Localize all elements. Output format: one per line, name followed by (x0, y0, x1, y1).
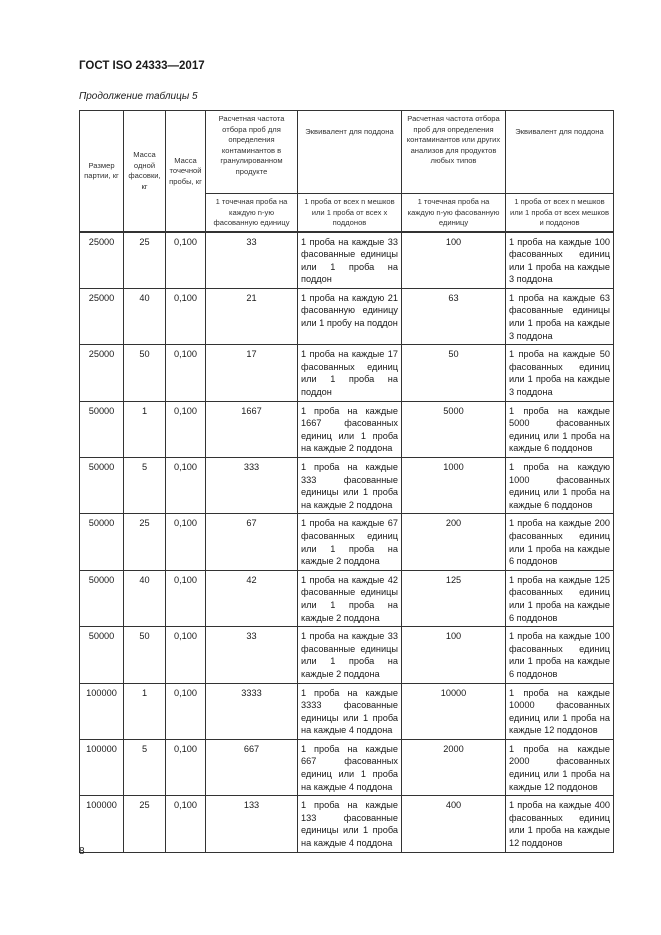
table-row (80, 288, 614, 344)
cell-freq-1: 33 (206, 627, 298, 683)
cell-size: 25000 (80, 288, 124, 344)
cell-unit-mass: 5 (124, 458, 166, 514)
cell-freq-1: 42 (206, 570, 298, 626)
cell-freq-1: 667 (206, 739, 298, 795)
cell-unit-mass: 50 (124, 627, 166, 683)
cell-equiv-2: 1 проба на каждые 200 фасованных единиц или 1 проба на каждые 6 поддонов (506, 514, 614, 570)
col-header-equiv-1: Эквивалент для поддона (298, 111, 402, 194)
cell-unit-mass: 40 (124, 288, 166, 344)
cell-equiv-1: 1 проба на каждые 1667 фасованных единиц или 1 проба на каждые 2 поддона (298, 401, 402, 457)
table-row (80, 570, 614, 626)
table-row (80, 796, 614, 852)
col-header-equiv-2: Эквивалент для поддона (506, 111, 614, 194)
cell-unit-mass: 5 (124, 739, 166, 795)
col-header-size: Размер партии, кг (80, 111, 124, 232)
cell-freq-2: 100 (402, 627, 506, 683)
cell-equiv-1: 1 проба на каждые 42 фасованные единицы или 1 проба на каждые 2 поддона (298, 570, 402, 626)
col-header-sample-mass: Масса точечной пробы, кг (166, 111, 206, 232)
cell-sample-mass: 0,100 (166, 683, 206, 739)
subheader-equiv-2: 1 проба от всех n мешков или 1 проба от всех мешков и поддонов (506, 194, 614, 232)
cell-size: 50000 (80, 570, 124, 626)
cell-freq-2: 50 (402, 345, 506, 401)
table-row (80, 739, 614, 795)
table-row (80, 514, 614, 570)
col-header-freq-other: Расчетная частота отбора проб для определения контаминантов или других анализов для продуктов любых типов (402, 111, 506, 194)
cell-freq-1: 21 (206, 288, 298, 344)
cell-equiv-2: 1 проба на каждые 50 фасованных единиц или 1 проба на каждые 3 поддона (506, 345, 614, 401)
cell-freq-1: 133 (206, 796, 298, 852)
cell-sample-mass: 0,100 (166, 345, 206, 401)
table-row (80, 345, 614, 401)
cell-size: 50000 (80, 401, 124, 457)
cell-equiv-2: 1 проба на каждые 2000 фасованных единиц или 1 проба на каждые 12 поддонов (506, 739, 614, 795)
cell-size: 25000 (80, 232, 124, 288)
cell-freq-2: 400 (402, 796, 506, 852)
cell-equiv-2: 1 проба на каждые 10000 фасованных единиц или 1 проба на каждые 12 поддонов (506, 683, 614, 739)
cell-equiv-1: 1 проба на каждые 333 фасованные единицы или 1 проба на каждые 2 поддона (298, 458, 402, 514)
cell-freq-1: 17 (206, 345, 298, 401)
cell-equiv-2: 1 проба на каждые 400 фасованных единиц или 1 проба на каждые 12 поддонов (506, 796, 614, 852)
cell-size: 50000 (80, 627, 124, 683)
cell-freq-1: 3333 (206, 683, 298, 739)
cell-size: 100000 (80, 683, 124, 739)
cell-unit-mass: 25 (124, 514, 166, 570)
cell-size: 50000 (80, 514, 124, 570)
cell-freq-1: 33 (206, 232, 298, 288)
table-row (80, 683, 614, 739)
cell-equiv-1: 1 проба на каждые 33 фасованные единицы или 1 проба на каждые 2 поддона (298, 627, 402, 683)
page-number: 8 (79, 846, 85, 857)
cell-equiv-1: 1 проба на каждые 667 фасованных единиц или 1 проба на каждые 4 поддона (298, 739, 402, 795)
sampling-table (79, 110, 614, 853)
cell-equiv-1: 1 проба на каждые 133 фасованные единицы или 1 проба на каждые 4 поддона (298, 796, 402, 852)
cell-freq-2: 100 (402, 232, 506, 288)
cell-unit-mass: 1 (124, 683, 166, 739)
cell-equiv-2: 1 проба на каждые 100 фасованных единиц или 1 проба на каждые 3 поддона (506, 232, 614, 288)
cell-sample-mass: 0,100 (166, 739, 206, 795)
subheader-freq-2: 1 точечная проба на каждую n-ую фасованную единицу (402, 194, 506, 232)
table-row (80, 401, 614, 457)
cell-sample-mass: 0,100 (166, 514, 206, 570)
cell-equiv-2: 1 проба на каждую 1000 фасованных единиц или 1 проба на каждые 6 поддонов (506, 458, 614, 514)
cell-sample-mass: 0,100 (166, 627, 206, 683)
cell-size: 100000 (80, 796, 124, 852)
cell-equiv-2: 1 проба на каждые 63 фасованные единицы или 1 проба на каждые 3 поддона (506, 288, 614, 344)
cell-sample-mass: 0,100 (166, 570, 206, 626)
document-title: ГОСТ ISO 24333—2017 (79, 60, 205, 72)
cell-equiv-1: 1 проба на каждую 21 фасованную единицу или 1 пробу на поддон (298, 288, 402, 344)
cell-sample-mass: 0,100 (166, 232, 206, 288)
cell-unit-mass: 40 (124, 570, 166, 626)
cell-freq-1: 333 (206, 458, 298, 514)
subheader-equiv-1: 1 проба от всех n мешков или 1 проба от всех x поддонов (298, 194, 402, 232)
cell-sample-mass: 0,100 (166, 458, 206, 514)
cell-freq-2: 2000 (402, 739, 506, 795)
cell-sample-mass: 0,100 (166, 796, 206, 852)
cell-equiv-1: 1 проба на каждые 33 фасованные единицы или 1 проба на поддон (298, 232, 402, 288)
col-header-freq-granular: Расчетная частота отбора проб для определения контаминантов в гранулированном продукте (206, 111, 298, 194)
cell-size: 25000 (80, 345, 124, 401)
cell-equiv-2: 1 проба на каждые 125 фасованных единиц или 1 проба на каждые 6 поддонов (506, 570, 614, 626)
cell-size: 100000 (80, 739, 124, 795)
cell-freq-1: 1667 (206, 401, 298, 457)
table-row (80, 232, 614, 288)
cell-freq-2: 10000 (402, 683, 506, 739)
cell-freq-2: 63 (402, 288, 506, 344)
cell-size: 50000 (80, 458, 124, 514)
cell-unit-mass: 50 (124, 345, 166, 401)
cell-equiv-1: 1 проба на каждые 67 фасованных единиц или 1 проба на каждые 2 поддона (298, 514, 402, 570)
cell-freq-2: 5000 (402, 401, 506, 457)
cell-unit-mass: 1 (124, 401, 166, 457)
cell-sample-mass: 0,100 (166, 288, 206, 344)
cell-freq-2: 200 (402, 514, 506, 570)
cell-sample-mass: 0,100 (166, 401, 206, 457)
subheader-freq-1: 1 точечная проба на каждую n-ую фасованную единицу (206, 194, 298, 232)
cell-unit-mass: 25 (124, 796, 166, 852)
cell-equiv-2: 1 проба на каждые 5000 фасованных единиц или 1 проба на каждые 6 поддонов (506, 401, 614, 457)
table-row (80, 627, 614, 683)
cell-freq-1: 67 (206, 514, 298, 570)
cell-equiv-1: 1 проба на каждые 3333 фасованные единицы или 1 проба на каждые 4 поддона (298, 683, 402, 739)
cell-freq-2: 1000 (402, 458, 506, 514)
table-row (80, 458, 614, 514)
table-caption: Продолжение таблицы 5 (79, 91, 198, 102)
cell-equiv-1: 1 проба на каждые 17 фасованных единиц или 1 проба на поддон (298, 345, 402, 401)
cell-freq-2: 125 (402, 570, 506, 626)
cell-unit-mass: 25 (124, 232, 166, 288)
col-header-unit-mass: Масса одной фасовки, кг (124, 111, 166, 232)
cell-equiv-2: 1 проба на каждые 100 фасованных единиц или 1 проба на каждые 6 поддонов (506, 627, 614, 683)
